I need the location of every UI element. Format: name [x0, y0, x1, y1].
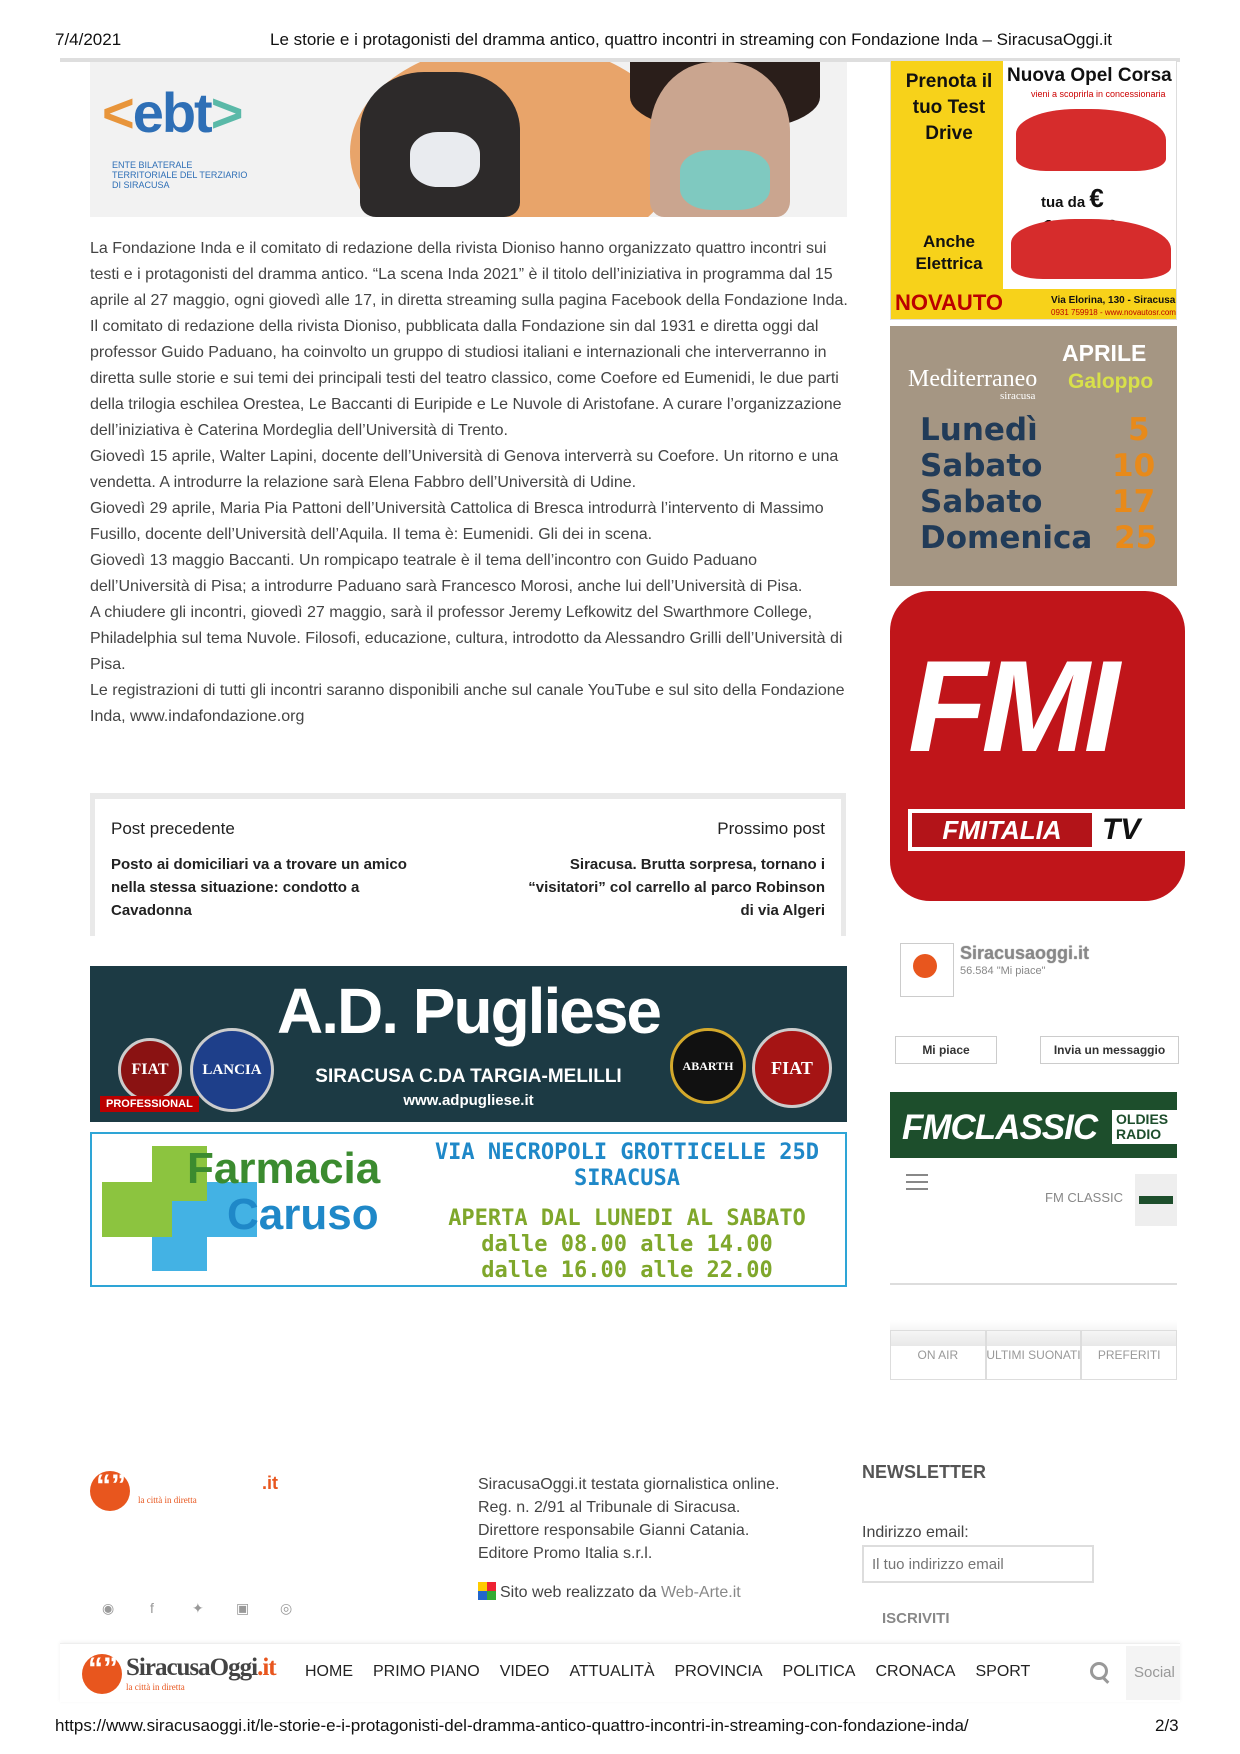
- car-image: [1011, 219, 1171, 279]
- social-menu-button[interactable]: Social: [1126, 1646, 1180, 1700]
- article-hero-banner[interactable]: [90, 62, 847, 217]
- facebook-message-button[interactable]: Invia un messaggio: [1040, 1036, 1179, 1064]
- ad-pugliese-website: www.adpugliese.it: [403, 1092, 534, 1109]
- webarte-logo-icon: [478, 1582, 496, 1600]
- radio-player-widget: [890, 1160, 1177, 1380]
- main-menu: [305, 1663, 1030, 1681]
- galoppo-day: Lunedì: [920, 412, 1038, 448]
- siracusaoggi-logo-icon: [913, 954, 937, 978]
- site-logo-tagline: la città in diretta: [126, 1682, 185, 1692]
- radio-station-label: FM CLASSIC: [1045, 1190, 1124, 1205]
- opel-cta: Prenota il tuo Test Drive: [905, 71, 993, 144]
- opel-model-sub: vieni a scoprirla in concessionaria: [1031, 89, 1166, 99]
- article-body: [90, 236, 850, 730]
- bottom-navigation-bar: [60, 1643, 1180, 1702]
- print-title: Le storie e i protagonisti del dramma antico, quattro incontri in streaming con Fondazione Inda – SiracusaOggi.it: [270, 30, 1112, 49]
- site-logo-text: [126, 1654, 276, 1682]
- previous-post[interactable]: [111, 819, 411, 922]
- galoppo-brand: Mediterraneo: [908, 366, 1038, 392]
- print-date: 7/4/2021: [55, 30, 122, 49]
- footer-logo[interactable]: [90, 1467, 280, 1512]
- galoppo-day: Domenica: [920, 520, 1093, 556]
- galoppo-month: APRILE: [1062, 340, 1147, 366]
- galoppo-brand-sub: siracusa: [1000, 390, 1036, 402]
- opel-price-value: €: [1089, 183, 1104, 213]
- ebt-logo-left: <: [102, 81, 133, 144]
- galoppo-date: 17: [1112, 484, 1156, 520]
- fmclassic-name: FMCLASSIC: [902, 1108, 1098, 1147]
- next-post-label: Prossimo post: [717, 819, 825, 838]
- abarth-logo: ABARTH: [670, 1028, 746, 1104]
- opel-model: Nuova Opel Corsa: [1007, 65, 1172, 86]
- nav-item-politica[interactable]: POLITICA: [782, 1663, 856, 1680]
- previous-post-label: Post precedente: [111, 819, 235, 838]
- footer-credits: [478, 1581, 818, 1604]
- radio-player-tabs: [890, 1330, 1177, 1380]
- farmacia-address-line2: SIRACUSA: [574, 1166, 680, 1191]
- site-logo-suffix: .it: [257, 1654, 276, 1681]
- article-paragraph: Giovedì 29 aprile, Maria Pia Pattoni dell’Università Cattolica di Bresca introdurrà l’intervento di Massimo Fusillo, docente dell’Università dell’Aquila. Il tema è: Eumenidi. Gli dei in scena.: [90, 500, 824, 543]
- footer-social-icons: [98, 1600, 318, 1620]
- nav-item-provincia[interactable]: PROVINCIA: [674, 1663, 763, 1680]
- nav-item-cronaca[interactable]: CRONACA: [875, 1663, 956, 1680]
- novauto-address: Via Elorina, 130 - Siracusa: [1051, 295, 1176, 306]
- farmacia-hours: [417, 1206, 837, 1284]
- farmacia-name-line1: Farmacia: [187, 1144, 381, 1193]
- ad-pugliese-location: SIRACUSA C.DA TARGIA-MELILLI: [315, 1066, 622, 1087]
- article-paragraph: A chiudere gli incontri, giovedì 27 maggio, sarà il professor Jeremy Lefkowitz del Swarthmore College, Philadelphia sul tema Nuvole. Filosofi, educazione, cultura, introdotto da Alessandro Grilli dell’Università di Pisa.: [90, 604, 843, 673]
- article-paragraph: Giovedì 15 aprile, Walter Lapini, docente dell’Università di Genova interverrà su Coefore. Un ritorno e una vendetta. A introdurre la relazione sarà Elena Fabbro dell’Università di Udine.: [90, 448, 839, 491]
- ad-farmacia-banner[interactable]: [90, 1132, 847, 1287]
- fmi-logo-text: FMI: [908, 633, 1114, 779]
- fmi-tv: TV: [1102, 813, 1141, 846]
- footer-info-line: Reg. n. 2/91 al Tribunale di Siracusa.: [478, 1499, 741, 1516]
- farmacia-address: [417, 1140, 837, 1192]
- farmacia-hours-line3: dalle 16.00 alle 22.00: [481, 1258, 773, 1283]
- facebook-page-avatar[interactable]: [900, 943, 954, 997]
- hamburger-menu-icon[interactable]: [906, 1174, 928, 1176]
- galoppo-date: 25: [1114, 520, 1158, 556]
- next-post[interactable]: [525, 819, 825, 922]
- novauto-contact: 0931 759918 - www.novautosr.com: [1051, 308, 1176, 317]
- footer-credits-prefix: Sito web realizzato da: [500, 1584, 657, 1601]
- player-divider: [890, 1283, 1177, 1285]
- farmacia-address-line1: VIA NECROPOLI GROTTICELLE 25D: [434, 1140, 820, 1165]
- post-navigation: [90, 793, 846, 936]
- footer-info-line: SiracusaOggi.it testata giornalistica online.: [478, 1476, 780, 1493]
- opel-electric: Anche Elettrica: [915, 232, 983, 273]
- tab-favorites[interactable]: PREFERITI: [1081, 1330, 1177, 1380]
- fiat-logo: FIAT: [752, 1028, 832, 1108]
- facebook-icon[interactable]: f: [150, 1600, 154, 1616]
- footer-info-line: Editore Promo Italia s.r.l.: [478, 1545, 653, 1562]
- facebook-like-button[interactable]: Mi piace: [895, 1036, 997, 1064]
- ad-opel-banner[interactable]: [890, 60, 1177, 320]
- webarte-link[interactable]: Web-Arte.it: [660, 1584, 741, 1601]
- radio-station-logo: [1135, 1174, 1177, 1226]
- tab-on-air[interactable]: ON AIR: [890, 1330, 986, 1380]
- ebt-logo-right: >: [210, 81, 242, 144]
- novauto-name: NOVAUTO: [895, 290, 1003, 315]
- facebook-page-name[interactable]: Siracusaoggi.it: [960, 943, 1090, 963]
- youtube-icon[interactable]: ▣: [236, 1600, 250, 1616]
- nav-item-video[interactable]: VIDEO: [499, 1663, 550, 1680]
- ebt-logo-main: ebt: [132, 81, 211, 144]
- car-image: [1016, 109, 1166, 171]
- newsletter-subscribe-button[interactable]: ISCRIVITI: [882, 1610, 950, 1627]
- article-paragraph: Giovedì 13 maggio Baccanti. Un rompicapo teatrale è il tema dell’incontro con Guido Paduano dell’Università di Pisa; a introdurre Paduano sarà Francesco Morosi, anche lui dell’Università di Pisa.: [90, 552, 803, 595]
- siracusaoggi-logo-icon: [90, 1471, 130, 1511]
- rss-icon[interactable]: ◉: [102, 1600, 115, 1616]
- galoppo-day: Sabato: [920, 448, 1043, 484]
- galoppo-day: Sabato: [920, 484, 1043, 520]
- nav-item-sport[interactable]: SPORT: [975, 1663, 1031, 1680]
- site-logo[interactable]: [82, 1654, 292, 1694]
- ad-fmitalia-banner[interactable]: [890, 591, 1185, 901]
- facebook-likes-count: 56.584 "Mi piace": [960, 965, 1046, 977]
- ebt-logo: [102, 80, 241, 145]
- ad-pugliese-banner[interactable]: [90, 966, 847, 1122]
- nav-item-primo-piano[interactable]: PRIMO PIANO: [373, 1663, 480, 1680]
- site-logo-main: SiracusaOggi: [126, 1654, 258, 1681]
- tab-recently-played[interactable]: ULTIMI SUONATI: [986, 1330, 1082, 1380]
- professional-badge: PROFESSIONAL: [100, 1096, 199, 1112]
- fmclassic-mini-logo: [1139, 1196, 1173, 1204]
- opel-price-prefix: tua da: [1041, 194, 1086, 211]
- footer-info-line: Direttore responsabile Gianni Catania.: [478, 1522, 750, 1539]
- next-post-link[interactable]: Siracusa. Brutta sorpresa, tornano i “visitatori” col carrello al parco Robinson di via Algeri: [528, 856, 825, 919]
- siracusaoggi-logo-icon: [82, 1654, 122, 1694]
- search-icon[interactable]: [1090, 1662, 1108, 1680]
- galoppo-date: 5: [1128, 412, 1150, 448]
- print-page-number: 2/3: [1155, 1716, 1179, 1735]
- previous-post-link[interactable]: Posto ai domiciliari va a trovare un amico nella stessa situazione: condotto a Cavadonna: [111, 856, 407, 919]
- ad-galoppo-banner[interactable]: [890, 326, 1177, 586]
- footer-logo-tagline: la città in diretta: [138, 1495, 197, 1505]
- lancia-logo: LANCIA: [190, 1028, 274, 1112]
- nav-item-attualita[interactable]: ATTUALITÀ: [569, 1663, 655, 1680]
- ad-pugliese-name: A.D. Pugliese: [277, 975, 660, 1047]
- newsletter-email-label: Indirizzo email:: [862, 1524, 969, 1541]
- farmacia-hours-line1: APERTA DAL LUNEDI AL SABATO: [448, 1206, 806, 1231]
- nav-item-home[interactable]: HOME: [305, 1663, 353, 1680]
- print-header: [0, 0, 1240, 50]
- article-paragraph: La Fondazione Inda e il comitato di redazione della rivista Dioniso hanno organizzato quattro incontri sui testi e i protagonisti del dramma antico. “La scena Inda 2021” è il titolo dell’iniziativa in programma dal 15 aprile al 27 maggio, ogni giovedì alle 17, in diretta streaming sulla pagina Facebook della Fondazione Inda.: [90, 240, 848, 309]
- footer-logo-suffix: .it: [262, 1473, 278, 1493]
- ad-fmclassic-banner[interactable]: [890, 1092, 1177, 1158]
- hero-face-mask-teal: [680, 150, 770, 210]
- farmacia-name-line2: Caruso: [227, 1190, 379, 1239]
- article-paragraph: Il comitato di redazione della rivista Dioniso, pubblicata dalla Fondazione sin dal 1931 e diretta oggi dal professor Guido Paduano, ha coinvolto un gruppo di studiosi italiani e internazionali che interverranno in diretta sulle storie e sui temi dei principali testi del teatro classico, come Coefore ed Eumenidi, le due parti della trilogia eschilea Orestea, Le Baccanti di Euripide e Le Nuvole di Aristofane. A curare l’organizzazione dell’iniziativa è Caterina Mordeglia dell’Università di Trento.: [90, 318, 842, 439]
- footer-info: [478, 1473, 818, 1604]
- fiat-logo: FIAT: [118, 1038, 182, 1102]
- twitter-icon[interactable]: ✦: [192, 1600, 204, 1616]
- newsletter-email-input[interactable]: [862, 1545, 1094, 1583]
- farmacia-hours-line2: dalle 08.00 alle 14.00: [481, 1232, 773, 1257]
- galoppo-date: 10: [1112, 448, 1156, 484]
- newsletter-title: NEWSLETTER: [862, 1462, 986, 1482]
- facebook-page-widget: [890, 933, 1177, 1073]
- hero-face-mask: [410, 132, 480, 187]
- print-url: https://www.siracusaoggi.it/le-storie-e-i-protagonisti-del-dramma-antico-quattro-incontri-in-streaming-con-fondazione-inda/: [55, 1716, 969, 1735]
- article-paragraph: Le registrazioni di tutti gli incontri saranno disponibili anche sul canale YouTube e sul sito della Fondazione Inda, www.indafondazione.org: [90, 682, 845, 725]
- fmclassic-tag: OLDIES RADIO: [1112, 1110, 1177, 1144]
- ebt-subtitle: ENTE BILATERALE TERRITORIALE DEL TERZIARIO DI SIRACUSA: [112, 160, 248, 190]
- instagram-icon[interactable]: ◎: [280, 1600, 293, 1616]
- fmi-band-text: FMITALIA: [912, 813, 1092, 847]
- galoppo-sub: Galoppo: [1068, 370, 1154, 393]
